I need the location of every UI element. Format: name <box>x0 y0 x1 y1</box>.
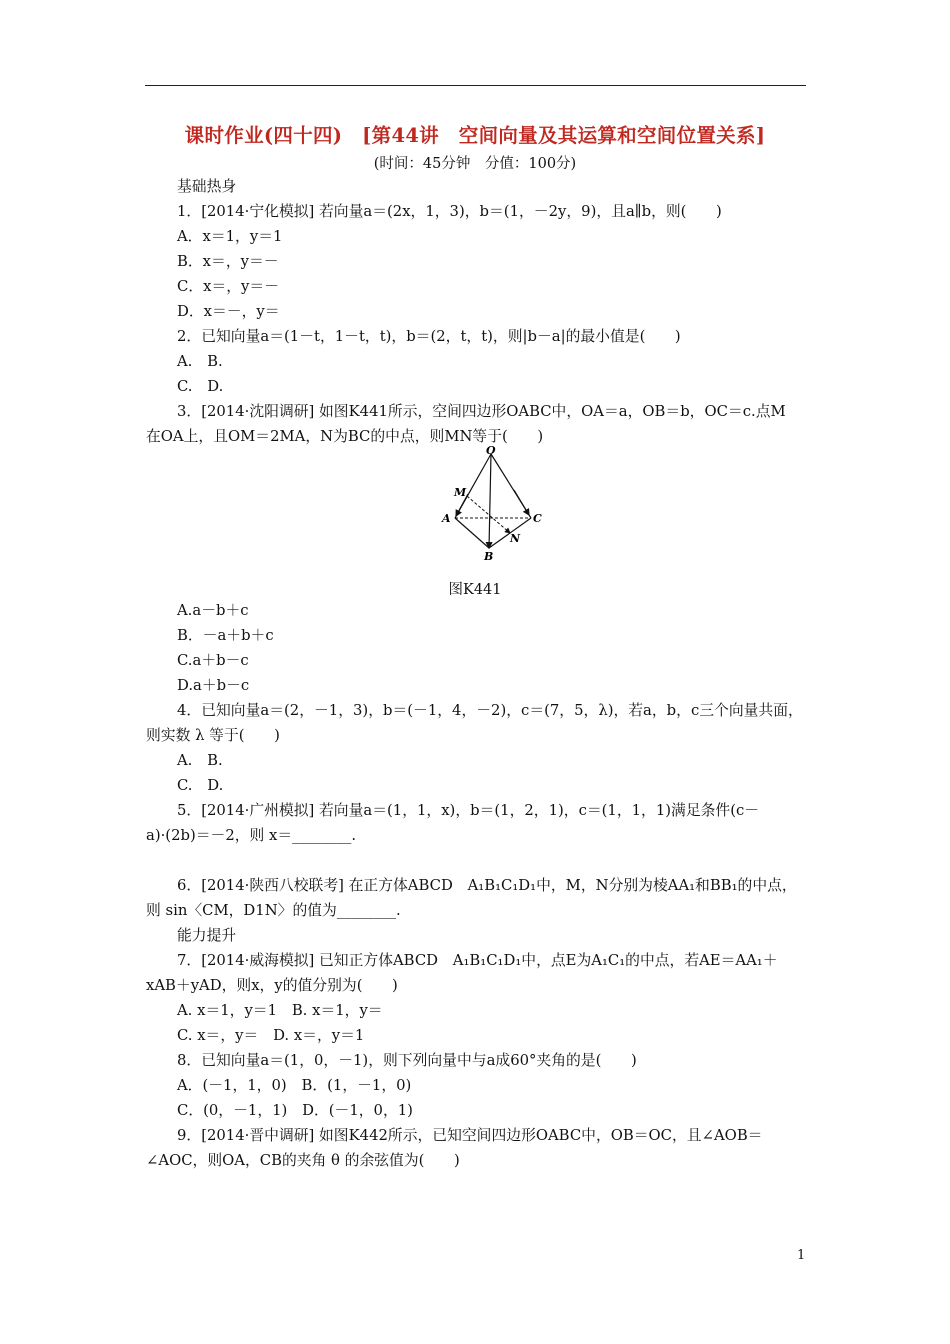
text-line: 4．已知向量a＝(2，－1，3)，b＝(－1，4，－2)，c＝(7，5，λ)，若a，b，c三个向量共面， <box>177 702 803 719</box>
text-line: C．(0，－1，1) D．(－1，0，1) <box>177 1102 413 1119</box>
arrow-oc <box>514 490 529 515</box>
text-line: 5．[2014·广州模拟] 若向量a＝(1，1，x)，b＝(1，2，1)，c＝(1，1，1)满足条件(c－ <box>177 802 760 819</box>
text-line: C. x＝，y＝ D. x＝，y＝1 <box>177 1027 365 1044</box>
text-line: C. D. <box>177 378 224 395</box>
text-line: ∠AOC，则OA，CB的夹角 θ 的余弦值为( ) <box>146 1152 460 1169</box>
text-line: D．x＝－，y＝ <box>177 303 280 320</box>
text-line: 6．[2014·陕西八校联考] 在正方体ABCD A₁B₁C₁D₁中，M，N分别为棱AA₁和BB₁的中点， <box>177 877 797 894</box>
text-line: A. B. <box>177 752 223 769</box>
text-line: C. D. <box>177 777 224 794</box>
label-m: M <box>454 486 467 499</box>
edge-ab <box>455 518 489 548</box>
figure-k441 <box>438 442 548 567</box>
text-line: 3．[2014·沈阳调研] 如图K441所示，空间四边形OABC中，OA＝a，OB＝b，OC＝c.点M <box>177 403 786 420</box>
text-line: 则 sin〈CM，D1N〉的值为________. <box>146 902 401 919</box>
edge-ob <box>489 454 491 548</box>
text-line: C.a＋b－c <box>177 652 249 669</box>
label-a: A <box>442 512 451 525</box>
text-line: A．(－1，1，0) B．(1，－1，0) <box>177 1077 412 1094</box>
text-line: 8．已知向量a＝(1，0，－1)，则下列向量中与a成60°夹角的是( ) <box>177 1052 637 1069</box>
text-line: B．x＝，y＝－ <box>177 253 279 270</box>
text-line: B．－a＋b＋c <box>177 627 274 644</box>
text-line: A. x＝1，y＝1 B. x＝1，y＝ <box>177 1002 383 1019</box>
text-line: 能力提升 <box>177 927 237 944</box>
text-line: C．x＝，y＝－ <box>177 278 280 295</box>
text-line: D.a＋b－c <box>177 677 250 694</box>
label-n: N <box>510 532 521 545</box>
text-line: 在OA上，且OM＝2MA，N为BC的中点，则MN等于( ) <box>146 428 544 445</box>
text-line: 2．已知向量a＝(1－t，1－t，t)，b＝(2，t，t)，则|b－a|的最小值是( ) <box>177 328 681 345</box>
label-o: O <box>486 444 496 457</box>
figure-caption: 图K441 <box>448 582 502 598</box>
text-line: 9．[2014·晋中调研] 如图K442所示，已知空间四边形OABC中，OB＝OC，且∠AOB＝ <box>177 1127 763 1144</box>
text-line: 1．[2014·宁化模拟] 若向量a＝(2x，1，3)，b＝(1，－2y，9)，且a∥b，则( ) <box>177 203 722 220</box>
text-line: A．x＝1，y＝1 <box>177 228 283 245</box>
text-line: xAB＋yAD，则x，y的值分别为( ) <box>146 977 398 994</box>
text-line: 7．[2014·威海模拟] 已知正方体ABCD A₁B₁C₁D₁中，点E为A₁C₁的中点，若AE＝AA₁＋ <box>177 952 778 969</box>
text-line: a)·(2b)＝－2，则 x＝________. <box>146 827 357 844</box>
page-title: 课时作业(四十四) [第44讲 空间向量及其运算和空间位置关系] <box>184 124 766 147</box>
text-line: A. B. <box>177 353 223 370</box>
text-line: 则实数 λ 等于( ) <box>146 727 280 744</box>
text-line: A.a－b＋c <box>177 602 249 619</box>
label-b: B <box>484 550 494 563</box>
page-subtitle: (时间：45分钟 分值：100分) <box>373 156 577 172</box>
label-c: C <box>533 512 542 525</box>
header-rule <box>145 85 806 86</box>
text-line: 基础热身 <box>177 178 237 195</box>
page-number: 1 <box>797 1248 806 1263</box>
vector-mn <box>467 496 510 533</box>
